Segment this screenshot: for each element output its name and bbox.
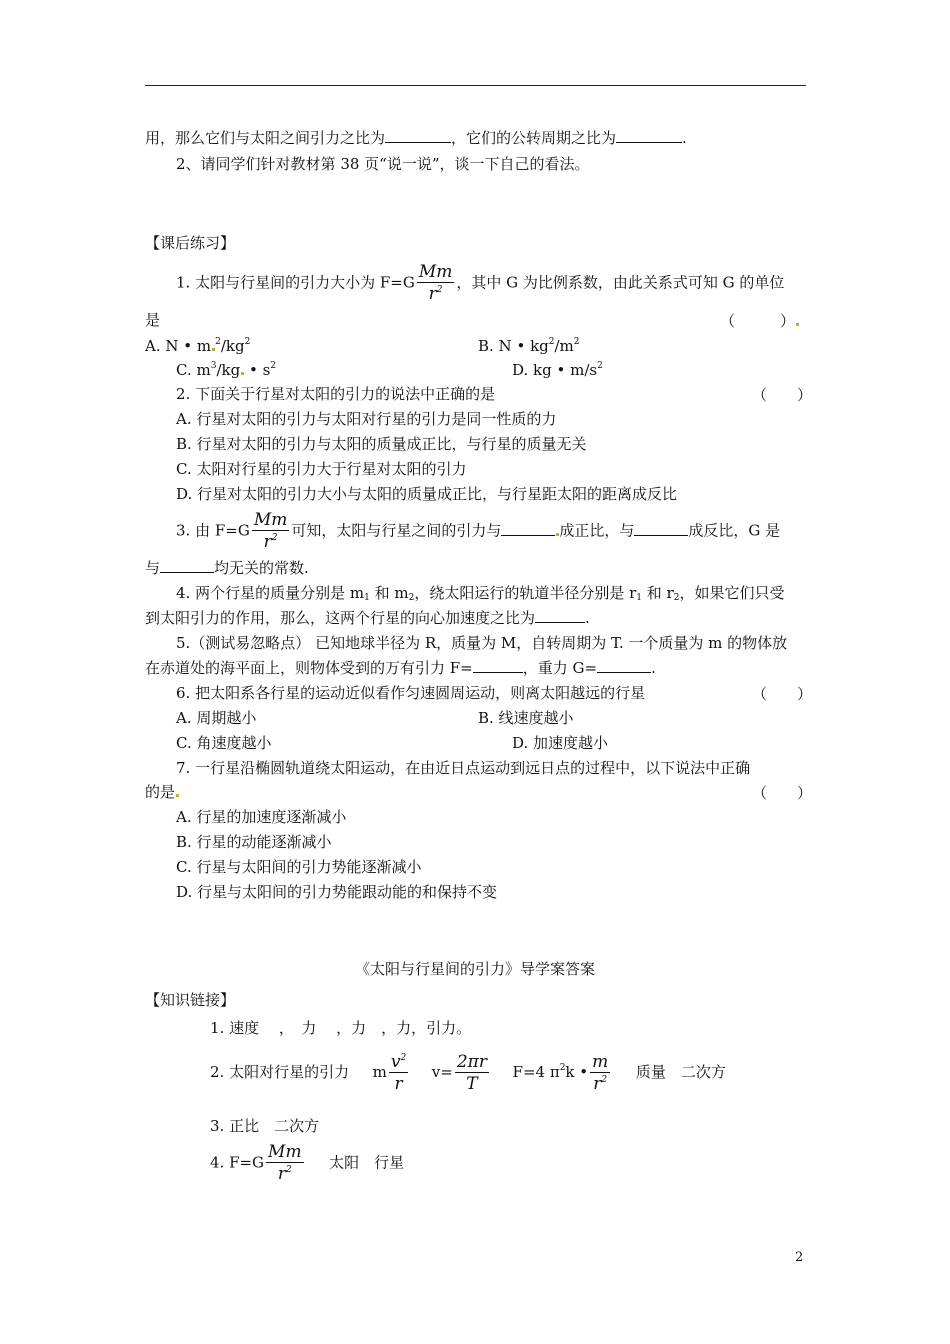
answer-blank [160,558,214,573]
option-a: A. 周期越小 [176,709,257,727]
text: ，其中 G 为比例系数，由此关系式可知 G 的单位 [456,273,785,292]
denominator: $r^2$ [263,532,278,552]
text: 1. 太阳与行星间的引力大小为 F=G [176,273,415,292]
answer-blank [616,128,682,143]
option-d: D. kg • $m/s^2$ [512,361,603,379]
text: v= [431,1063,453,1081]
option-c: C. 角速度越小 [176,734,272,752]
text: 4. F=G [210,1153,265,1172]
answer-paren: （ ） [752,386,813,404]
option-b: B. N • $kg^2/m^2$ [478,337,580,355]
answer-blank [385,128,451,143]
question-3-cont: 与 均无关的常数. [145,559,309,577]
formula-fraction [252,510,290,553]
answer-blank [634,521,688,536]
denominator: T [466,1073,478,1094]
answer-blank [501,521,555,536]
option-a: A. 行星对太阳的引力与太阳对行星的引力是同一性质的力 [176,410,557,428]
answer-paren: （ ） [720,310,799,331]
option-b: B. 线速度越小 [478,709,574,727]
denominator: $r^2$ [593,1073,608,1094]
question-2: 2. 下面关于行星对太阳的引力的说法中正确的是 [176,385,496,403]
text: . [682,129,687,147]
text: ，它们的公转周期之比为 [451,129,617,147]
text: 成正比，与 [559,521,635,540]
section-heading-knowledge: 【知识链接】 [145,991,236,1009]
denominator: $r^2$ [428,284,443,304]
denominator: r [394,1073,403,1094]
numerator: Mm [418,262,453,282]
option-c: C. $m^3/kg$ • $s^2$ [176,361,277,379]
answer-1: 1. 速度 ， 力 ，力 ，力，引力。 [210,1019,472,1037]
option-b: B. 行星的动能逐渐减小 [176,833,332,851]
option-b: B. 行星对太阳的引力与太阳的质量成正比，与行星的质量无关 [176,435,587,453]
formula-fraction [590,1052,610,1095]
question-1 [176,262,784,305]
discussion-prompt: 2、请同学们针对教材第 38 页“说一说”，谈一下自己的看法。 [176,155,590,173]
text: 质量 二次方 [635,1063,726,1081]
text: 3. 由 F=G [176,521,250,540]
question-5: 5.（测试易忽略点） 已知地球半径为 R，质量为 M，自转周期为 T. 一个质量为 m 的物体放 [176,634,788,652]
question-7-cont: 的是 [145,782,179,802]
option-d: D. 行星对太阳的引力大小与太阳的质量成正比，与行星距太阳的距离成反比 [176,485,678,503]
header-rule [145,85,806,86]
numerator: 2πr [456,1051,487,1072]
option-c: C. 太阳对行星的引力大于行星对太阳的引力 [176,460,467,478]
answer-4 [210,1142,404,1185]
option-d: D. 加速度越小 [512,734,609,752]
option-d: D. 行星与太阳间的引力势能跟动能的和保持不变 [176,883,498,901]
section-heading-practice: 【课后练习】 [145,234,236,252]
text: 太阳 行星 [329,1153,405,1172]
question-5-cont: 在赤道处的海平面上，则物体受到的万有引力 F= ，重力 G= . [145,659,656,677]
numerator: Mm [253,510,288,530]
continuation-line [145,128,687,148]
denominator: $r^2$ [277,1164,292,1184]
page-number: 2 [795,1250,804,1265]
numerator: Mm [268,1142,302,1162]
question-1-cont: 是 [145,311,161,329]
option-c: C. 行星与太阳间的引力势能逐渐减小 [176,858,422,876]
question-7: 7. 一行星沿椭圆轨道绕太阳运动，在由近日点运动到远日点的过程中，以下说法中正确 [176,759,751,777]
question-6: 6. 把太阳系各行星的运动近似看作匀速圆周运动，则离太阳越远的行星 [176,684,646,702]
question-3 [176,510,780,553]
question-4: 4. 两个行星的质量分别是 $m_1$ 和 $m_2$，绕太阳运行的轨道半径分别是 $r_1$ 和 $r_2$，如果它们只受 [176,584,785,603]
text: F=4 π [512,1063,560,1081]
answer-2: 2. 太阳对行星的引力 m $\frac{v^2}{r}$ v= $\frac{2\pi r}{T}$ F=4 $\pi^2k$ • $\frac{m}{r^2}$ 质量 二次方 [210,1051,726,1094]
answer-paren: （ ） [752,685,813,703]
question-4-cont: 到太阳引力的作用，那么，这两个行星的向心加速度之比为 . [145,609,590,627]
answer-paren: （ ） [752,784,813,802]
text: 可知，太阳与行星之间的引力与 [291,521,502,540]
numerator: $v^2$ [390,1051,407,1072]
text: m [372,1063,387,1081]
text: k • [565,1063,589,1081]
answer-blank [535,608,585,623]
text: 2. 太阳对行星的引力 [210,1063,350,1081]
answer-blank [473,658,523,673]
text: 成反比，G 是 [688,521,781,540]
answer-3: 3. 正比 二次方 [210,1117,320,1135]
answer-key-title: 《太阳与行星间的引力》导学案答案 [354,960,595,978]
option-a: A. N • m $^2/kg^2$ [145,337,251,355]
formula-fraction [455,1052,489,1095]
formula-fraction [417,262,455,305]
option-a: A. 行星的加速度逐渐减小 [176,808,347,826]
numerator: m [592,1051,609,1072]
formula-fraction [266,1142,304,1185]
text: 用，那么它们与太阳之间引力之比为 [145,129,386,147]
answer-blank [597,658,651,673]
formula-fraction [389,1052,408,1095]
